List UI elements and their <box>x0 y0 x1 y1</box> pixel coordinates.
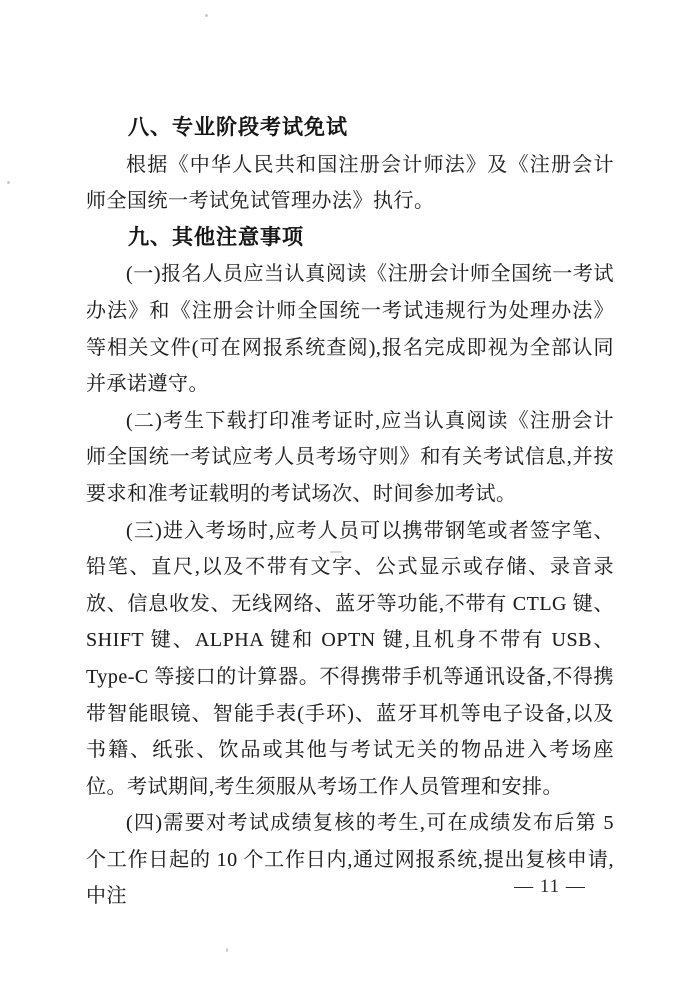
page-number: — 11 — <box>514 876 586 897</box>
paragraph-item-4: (四)需要对考试成绩复核的考生,可在成绩发布后第 5 个工作日起的 10 个工作日内,通过网报系统,提出复核申请,中注 <box>86 812 614 908</box>
paragraph-item-3: (三)进入考场时,应考人员可以携带钢笔或者签字笔、铅笔、直尺,以及不带有文字、公式显示或存储、录音录放、信息收发、无线网络、蓝牙等功能,不带有 CTLG 键、SHIFT 键、ALPHA 键和 OPTN 键,且机身不带有 USB、Type-C 等接口的计算器。不得携带手机等通讯设备,不得携带智能眼镜、智能手表(手环)、蓝牙耳机等电子设备,以及书籍、纸张、饮品或其他与考试无关的物品进入考场座位。考试期间,考生须服从考场工作人员管理和安排。 <box>86 519 614 798</box>
paragraph-section8-basis: 根据《中华人民共和国注册会计师法》及《注册会计师全国统一考试免试管理办法》执行。 <box>86 153 614 213</box>
scan-speck <box>330 551 342 553</box>
document-content <box>86 110 614 915</box>
paragraph-item-2: (二)考生下载打印准考证时,应当认真阅读《注册会计师全国统一考试应考人员考场守则》和有关考试信息,并按要求和准考证载明的考试场次、时间参加考试。 <box>86 409 614 505</box>
scan-speck <box>7 181 10 184</box>
section-heading-8: 八、专业阶段考试免试 <box>128 116 348 139</box>
section-heading-9: 九、其他注意事项 <box>128 225 304 249</box>
scan-speck <box>226 948 228 952</box>
paragraph-item-1: (一)报名人员应当认真阅读《注册会计师全国统一考试办法》和《注册会计师全国统一考试违规行为处理办法》等相关文件(可在网报系统查阅),报名完成即视为全部认同并承诺遵守。 <box>86 263 614 396</box>
scan-speck <box>205 14 208 17</box>
